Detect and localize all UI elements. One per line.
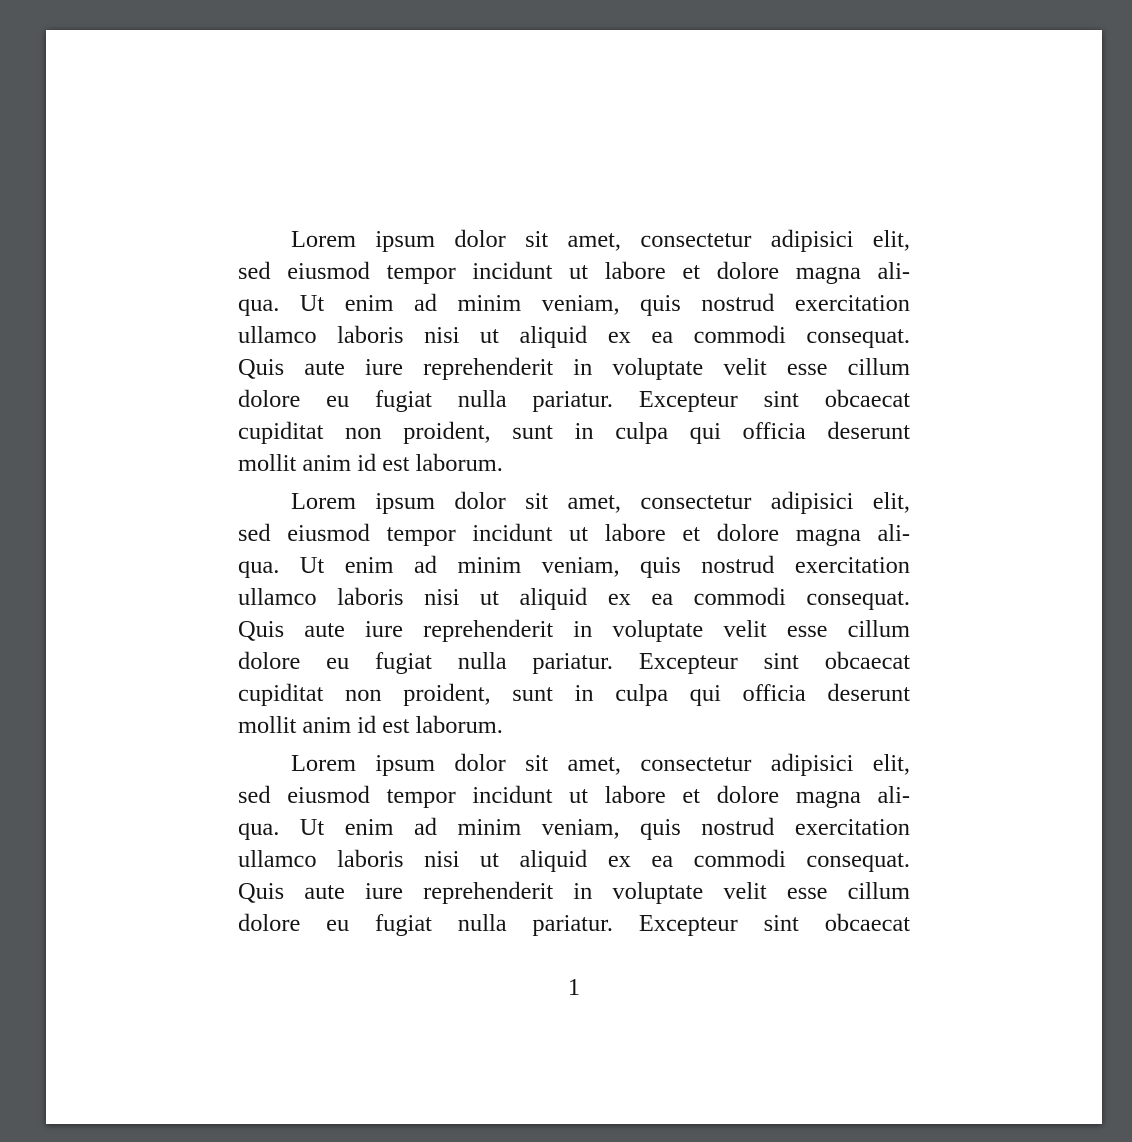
- body-text: [238, 224, 910, 944]
- paragraph-2-line-5: Quis aute iure reprehenderit in voluptate velit esse cillum: [238, 616, 910, 643]
- paragraph-3-line-6: dolore eu fugiat nulla pariatur. Excepteur sint obcaecat: [238, 910, 910, 937]
- paragraph-2-line-7: cupiditat non proident, sunt in culpa qui officia deserunt: [238, 680, 910, 707]
- paragraph-1-line-7: cupiditat non proident, sunt in culpa qui officia deserunt: [238, 418, 910, 445]
- paragraph-3-line-1: Lorem ipsum dolor sit amet, consectetur adipisici elit,: [291, 750, 910, 777]
- paragraph-1-line-4: ullamco laboris nisi ut aliquid ex ea commodi consequat.: [238, 322, 910, 349]
- document-page: [46, 30, 1102, 1124]
- paragraph-2-line-8: mollit anim id est laborum.: [238, 712, 503, 739]
- paragraph-1-line-5: Quis aute iure reprehenderit in voluptate velit esse cillum: [238, 354, 910, 381]
- paragraph-2-line-2: sed eiusmod tempor incidunt ut labore et dolore magna ali-: [238, 520, 910, 547]
- paragraph-2-line-6: dolore eu fugiat nulla pariatur. Excepteur sint obcaecat: [238, 648, 910, 675]
- paragraph-3-line-2: sed eiusmod tempor incidunt ut labore et dolore magna ali-: [238, 782, 910, 809]
- paragraph-2-line-3: qua. Ut enim ad minim veniam, quis nostrud exercitation: [238, 552, 910, 579]
- paragraph-1-line-6: dolore eu fugiat nulla pariatur. Excepteur sint obcaecat: [238, 386, 910, 413]
- paragraph-1-line-1: Lorem ipsum dolor sit amet, consectetur adipisici elit,: [291, 226, 910, 253]
- page-number: 1: [567, 974, 581, 1001]
- paragraph-1-line-3: qua. Ut enim ad minim veniam, quis nostrud exercitation: [238, 290, 910, 317]
- paragraph-3-line-5: Quis aute iure reprehenderit in voluptate velit esse cillum: [238, 878, 910, 905]
- paragraph-3-line-3: qua. Ut enim ad minim veniam, quis nostrud exercitation: [238, 814, 910, 841]
- paragraph-1-line-8: mollit anim id est laborum.: [238, 450, 503, 477]
- paragraph-1-line-2: sed eiusmod tempor incidunt ut labore et dolore magna ali-: [238, 258, 910, 285]
- paragraph-2-line-1: Lorem ipsum dolor sit amet, consectetur adipisici elit,: [291, 488, 910, 515]
- paragraph-3-line-4: ullamco laboris nisi ut aliquid ex ea commodi consequat.: [238, 846, 910, 873]
- paragraph-2-line-4: ullamco laboris nisi ut aliquid ex ea commodi consequat.: [238, 584, 910, 611]
